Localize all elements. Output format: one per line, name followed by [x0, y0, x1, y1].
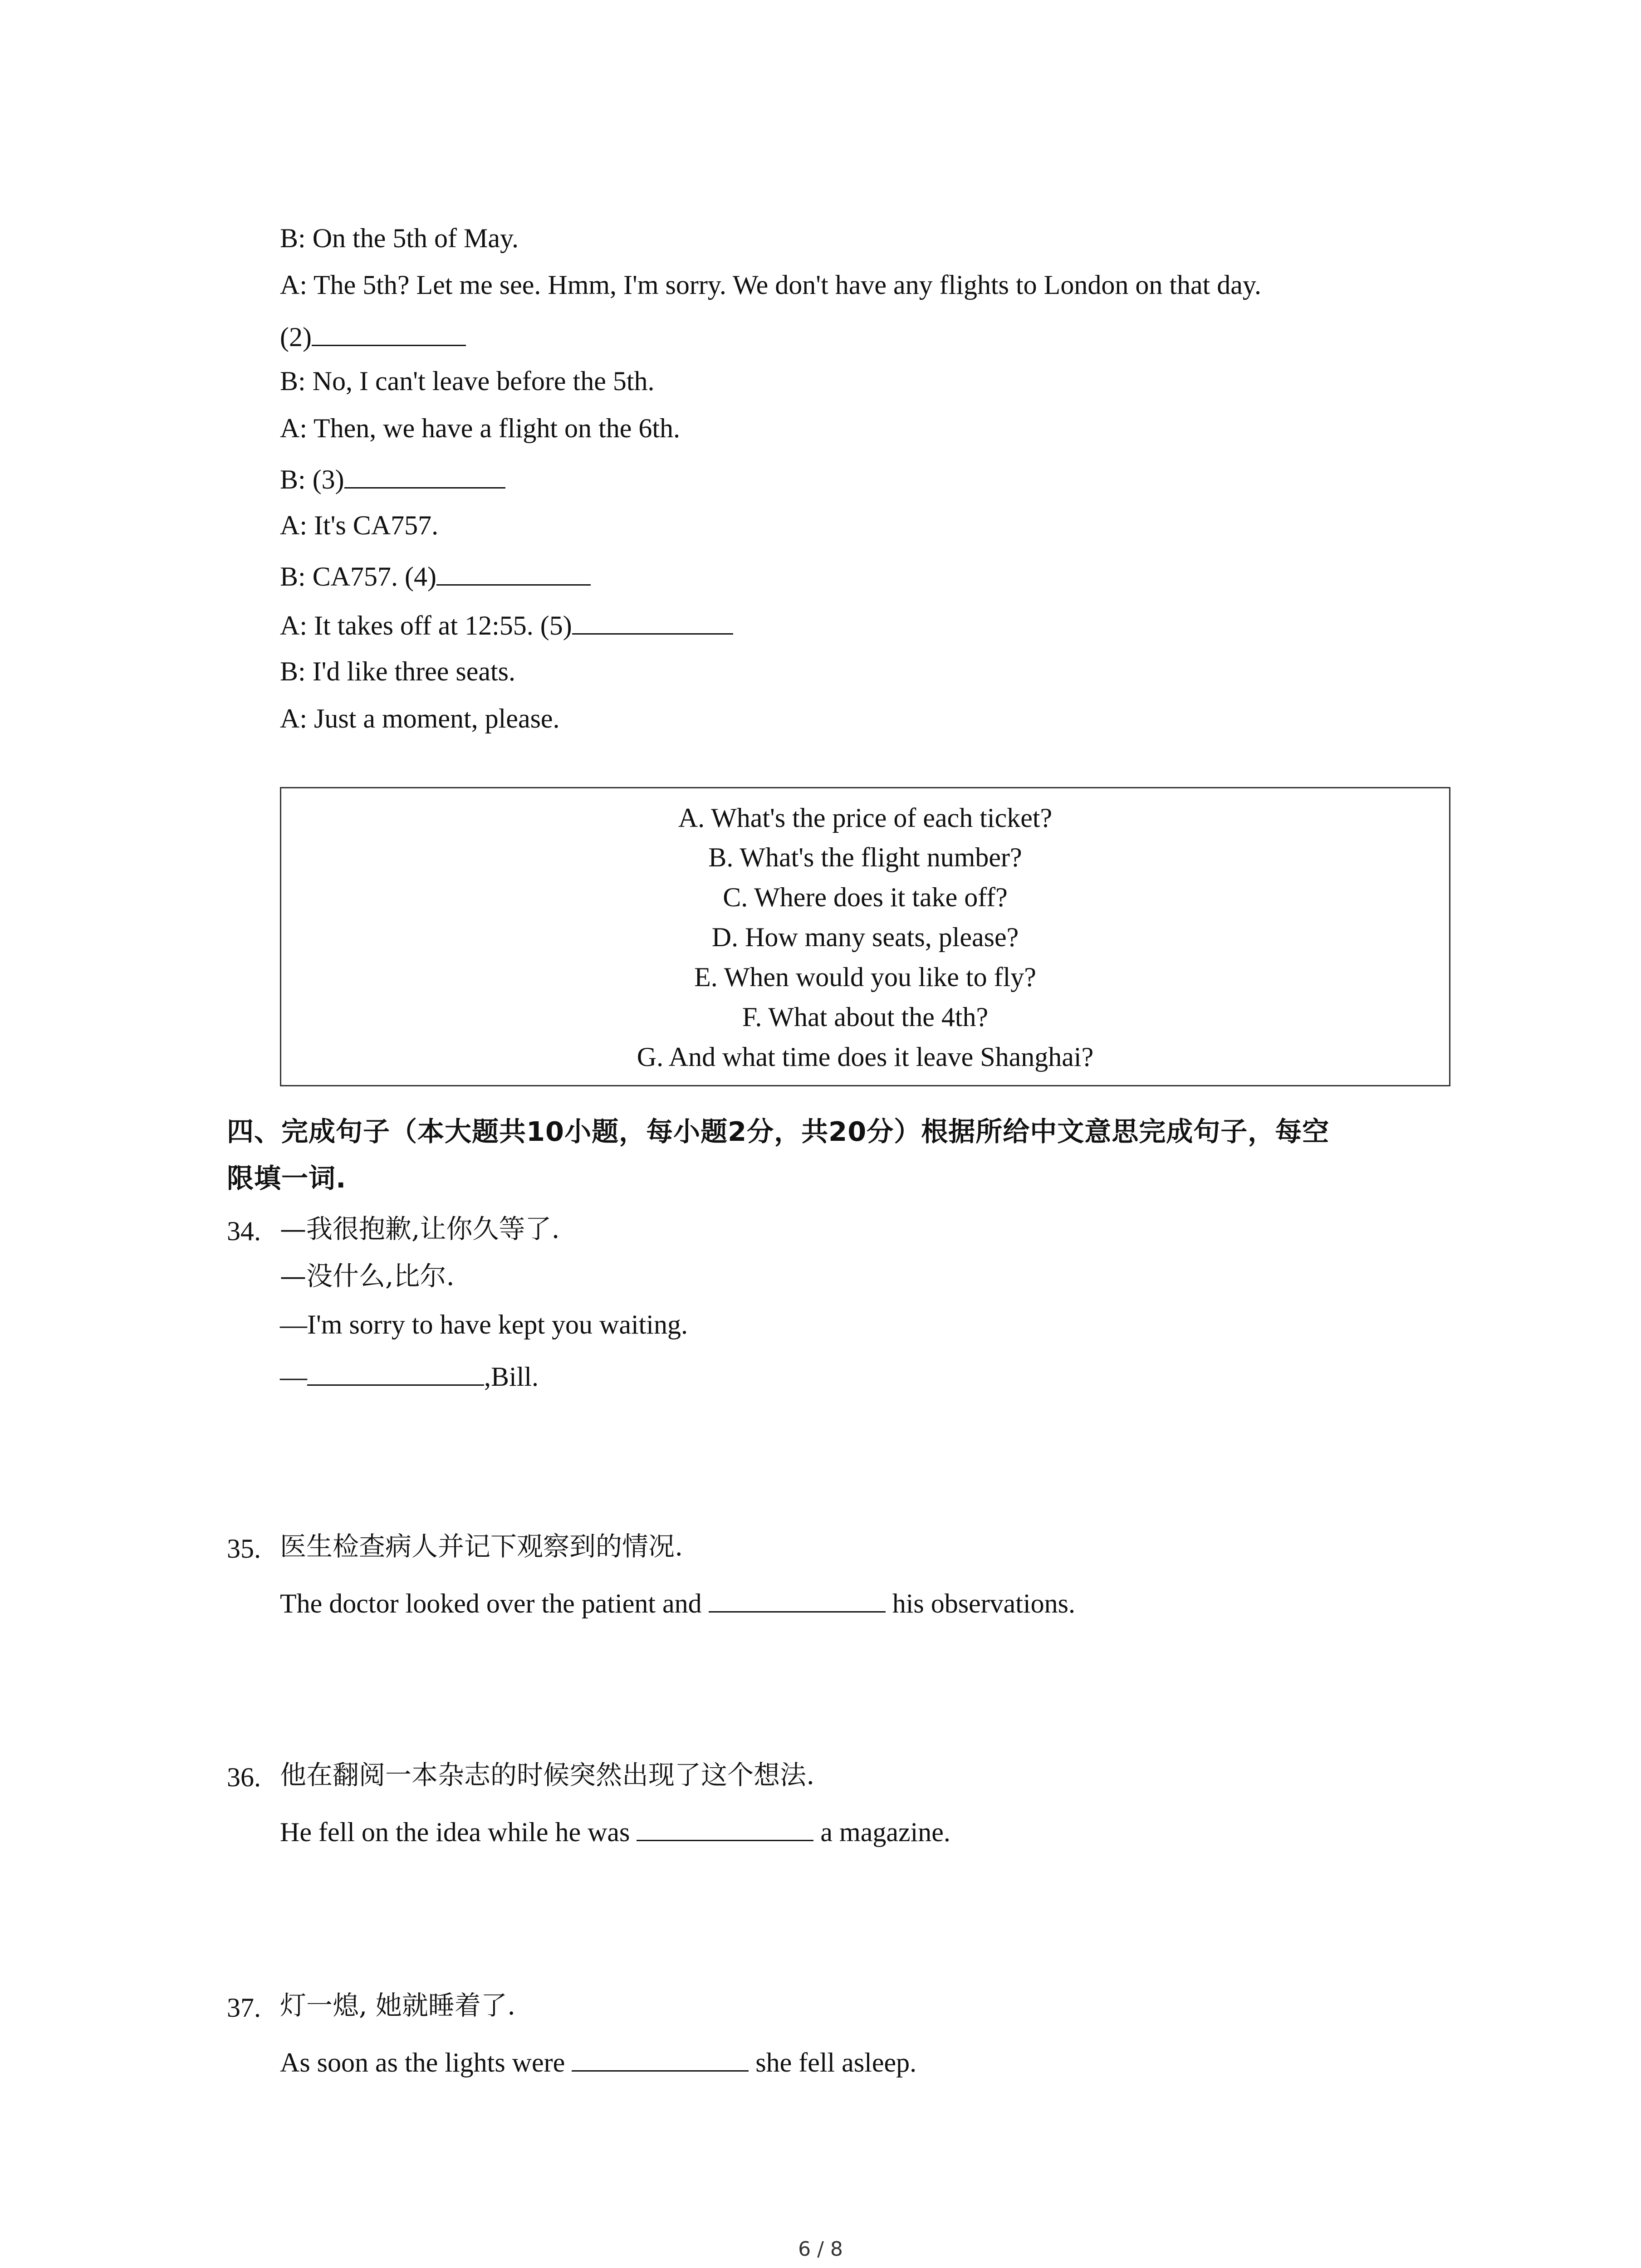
blank-label-4: B: CA757. (4)	[280, 562, 436, 591]
dialogue-line-10: B: I'd like three seats.	[280, 656, 515, 686]
dialogue-line-9	[280, 610, 733, 639]
q37-english	[280, 2047, 916, 2076]
q36-prefix: He fell on the idea while he was	[280, 1817, 637, 1847]
q36-answer-blank[interactable]	[637, 1816, 813, 1841]
option-a: A. What's the price of each ticket?	[678, 803, 1053, 833]
dialogue-line-8	[280, 561, 591, 590]
section-heading-line-1: 四、完成句子（本大题共10小题，每小题2分，共20分）根据所给中文意思完成句子，每空	[227, 1116, 1330, 1147]
q34-dash: —	[280, 1362, 307, 1392]
option-b: B. What's the flight number?	[708, 842, 1022, 872]
q36-suffix: a magazine.	[813, 1817, 950, 1847]
q35-chinese: 医生检查病人并记下观察到的情况.	[280, 1531, 683, 1562]
dialogue-line-11: A: Just a moment, please.	[280, 704, 560, 733]
q34-english-line-1: —I'm sorry to have kept you waiting.	[280, 1310, 688, 1339]
question-number-34: 34.	[227, 1216, 261, 1246]
option-f: F. What about the 4th?	[742, 1002, 989, 1032]
dialogue-line-6	[280, 464, 505, 493]
q37-suffix: she fell asleep.	[749, 2048, 917, 2077]
q37-chinese: 灯一熄, 她就睡着了.	[280, 1990, 516, 2021]
answer-blank-3[interactable]	[344, 464, 505, 489]
q35-prefix: The doctor looked over the patient and	[280, 1589, 709, 1618]
page-number: 6 / 8	[798, 2238, 843, 2261]
blank-label-3: B: (3)	[280, 464, 344, 494]
q35-suffix: his observations.	[885, 1589, 1075, 1618]
q35-answer-blank[interactable]	[709, 1588, 886, 1613]
options-box	[280, 787, 1450, 1086]
answer-blank-5[interactable]	[572, 610, 733, 635]
option-c: C. Where does it take off?	[723, 882, 1008, 912]
section-heading-line-2: 限填一词.	[227, 1163, 347, 1194]
q34-suffix: ,Bill.	[484, 1362, 539, 1392]
q37-answer-blank[interactable]	[572, 2047, 749, 2072]
q36-chinese: 他在翻阅一本杂志的时候突然出现了这个想法.	[280, 1760, 815, 1790]
dialogue-line-4: B: No, I can't leave before the 5th.	[280, 366, 655, 396]
blank-label-2: (2)	[280, 322, 312, 352]
q34-answer-blank[interactable]	[307, 1361, 484, 1386]
answer-blank-4[interactable]	[436, 561, 591, 586]
question-number-37: 37.	[227, 1993, 261, 2023]
dialogue-line-7: A: It's CA757.	[280, 510, 439, 540]
dialogue-line-1: B: On the 5th of May.	[280, 223, 519, 253]
question-number-35: 35.	[227, 1534, 261, 1564]
question-number-36: 36.	[227, 1762, 261, 1792]
q34-chinese-line-2: —没什么,比尔.	[280, 1261, 455, 1291]
dialogue-line-2: A: The 5th? Let me see. Hmm, I'm sorry. We don't have any flights to London on that day.	[280, 270, 1262, 300]
q34-chinese-line-1: —我很抱歉,让你久等了.	[280, 1213, 560, 1244]
option-e: E. When would you like to fly?	[694, 962, 1036, 992]
q35-english	[280, 1588, 1075, 1617]
q37-prefix: As soon as the lights were	[280, 2048, 572, 2077]
blank-label-5: A: It takes off at 12:55. (5)	[280, 611, 572, 640]
q34-english-line-2	[280, 1361, 539, 1390]
option-d: D. How many seats, please?	[711, 922, 1019, 952]
dialogue-line-5: A: Then, we have a flight on the 6th.	[280, 413, 681, 443]
option-g: G. And what time does it leave Shanghai?	[637, 1042, 1094, 1072]
answer-blank-2[interactable]	[312, 321, 466, 346]
q36-english	[280, 1816, 950, 1846]
dialogue-line-3	[280, 321, 466, 351]
